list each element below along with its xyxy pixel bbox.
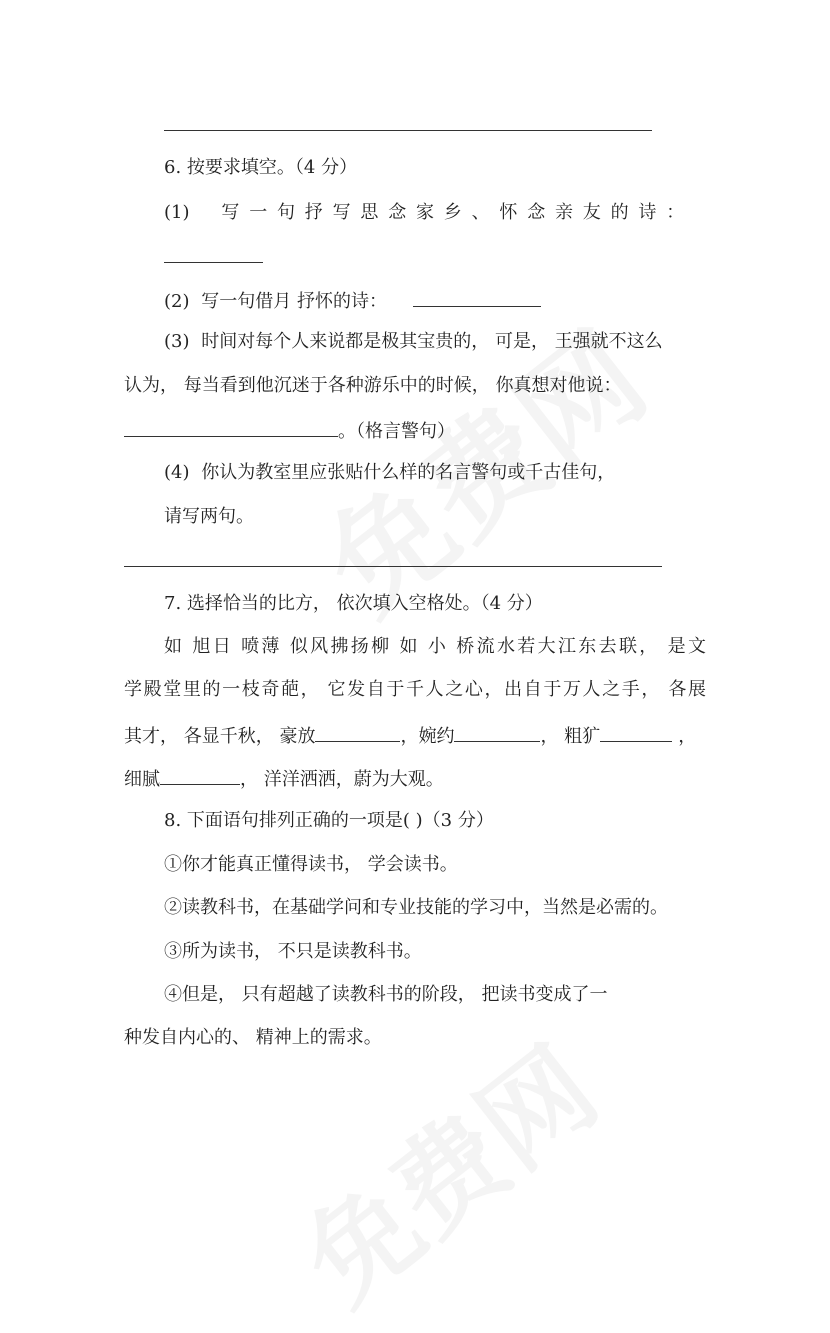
answer-line [164, 130, 652, 131]
answer-blank [600, 721, 672, 742]
answer-blank [315, 721, 400, 742]
answer-blank [413, 286, 541, 307]
q6-part3-line2: 认为， 每当看到他沉迷于各种游乐中的时候， 你真想对他说： [124, 375, 622, 396]
question-7-title: 7. 选择恰当的比方， 依次填入空格处。（4 分） [164, 593, 543, 614]
q7-line2: 学殿堂里的一枝奇葩， 它发自于千人之心，出自于万人之手， 各展 [124, 679, 706, 700]
q8-sentence-3: ③所为读书， 不只是读教科书。 [164, 941, 422, 962]
q8-sentence-2: ②读教科书，在基础学问和专业技能的学习中，当然是必需的。 [164, 897, 668, 918]
q6-part4-line1 [164, 460, 615, 486]
q6-part1 [164, 200, 694, 226]
answer-blank [124, 416, 338, 437]
q6-part2-label: (2) [164, 291, 190, 312]
q6-part3-label: (3) [164, 331, 190, 352]
q6-part1-text: 写一句抒写思念家乡、怀念亲友的诗： [221, 202, 694, 223]
q8-sentence-1: ①你才能真正懂得读书， 学会读书。 [164, 854, 458, 875]
q7-line1: 如 旭日 喷薄 似风拂扬柳 如 小 桥流水若大江东去联， 是文 [164, 636, 706, 657]
q7-line3-text-a: 其才， 各显千秋， 豪放 [124, 726, 316, 747]
q7-line4 [124, 764, 444, 793]
question-8-title: 8. 下面语句排列正确的一项是( )（3 分） [164, 810, 494, 831]
q6-part3-end: 。（格言警句） [338, 421, 455, 442]
q6-part1-label: (1) [164, 202, 190, 223]
q7-line3-text-d: ， [678, 726, 697, 747]
answer-line [124, 566, 662, 567]
q7-line3 [124, 721, 696, 750]
q8-sentence-4-line1: ④但是， 只有超越了读教科书的阶段， 把读书变成了一 [164, 984, 608, 1005]
q6-part2 [164, 286, 541, 315]
q7-line4-text-a: 细腻 [124, 769, 160, 790]
q6-part3-line3 [124, 416, 455, 445]
q6-part4-text: 你认为教室里应张贴什么样的名言警句或千古佳句， [201, 462, 616, 483]
q6-part2-text: 写一句借月 抒怀的诗： [201, 291, 387, 312]
q6-part4-line2: 请写两句。 [164, 506, 254, 527]
q8-sentence-4-line2: 种发自内心的、 精神上的需求。 [124, 1027, 382, 1048]
q6-part3-line1 [164, 329, 663, 355]
watermark [266, 1005, 623, 1333]
question-6-title: 6. 按要求填空。（4 分） [164, 157, 358, 178]
q7-line4-text-b: ， 洋洋洒洒，蔚为大观。 [240, 769, 444, 790]
q7-line3-text-c: ， 粗犷 [540, 726, 601, 747]
q6-part3-text: 时间对每个人来说都是极其宝贵的， 可是， 王强就不这么 [201, 331, 663, 352]
answer-blank [160, 764, 240, 785]
answer-line [164, 262, 263, 263]
answer-blank [454, 721, 540, 742]
q6-part4-label: (4) [164, 462, 190, 483]
q7-line3-text-b: ，婉约 [400, 726, 455, 747]
